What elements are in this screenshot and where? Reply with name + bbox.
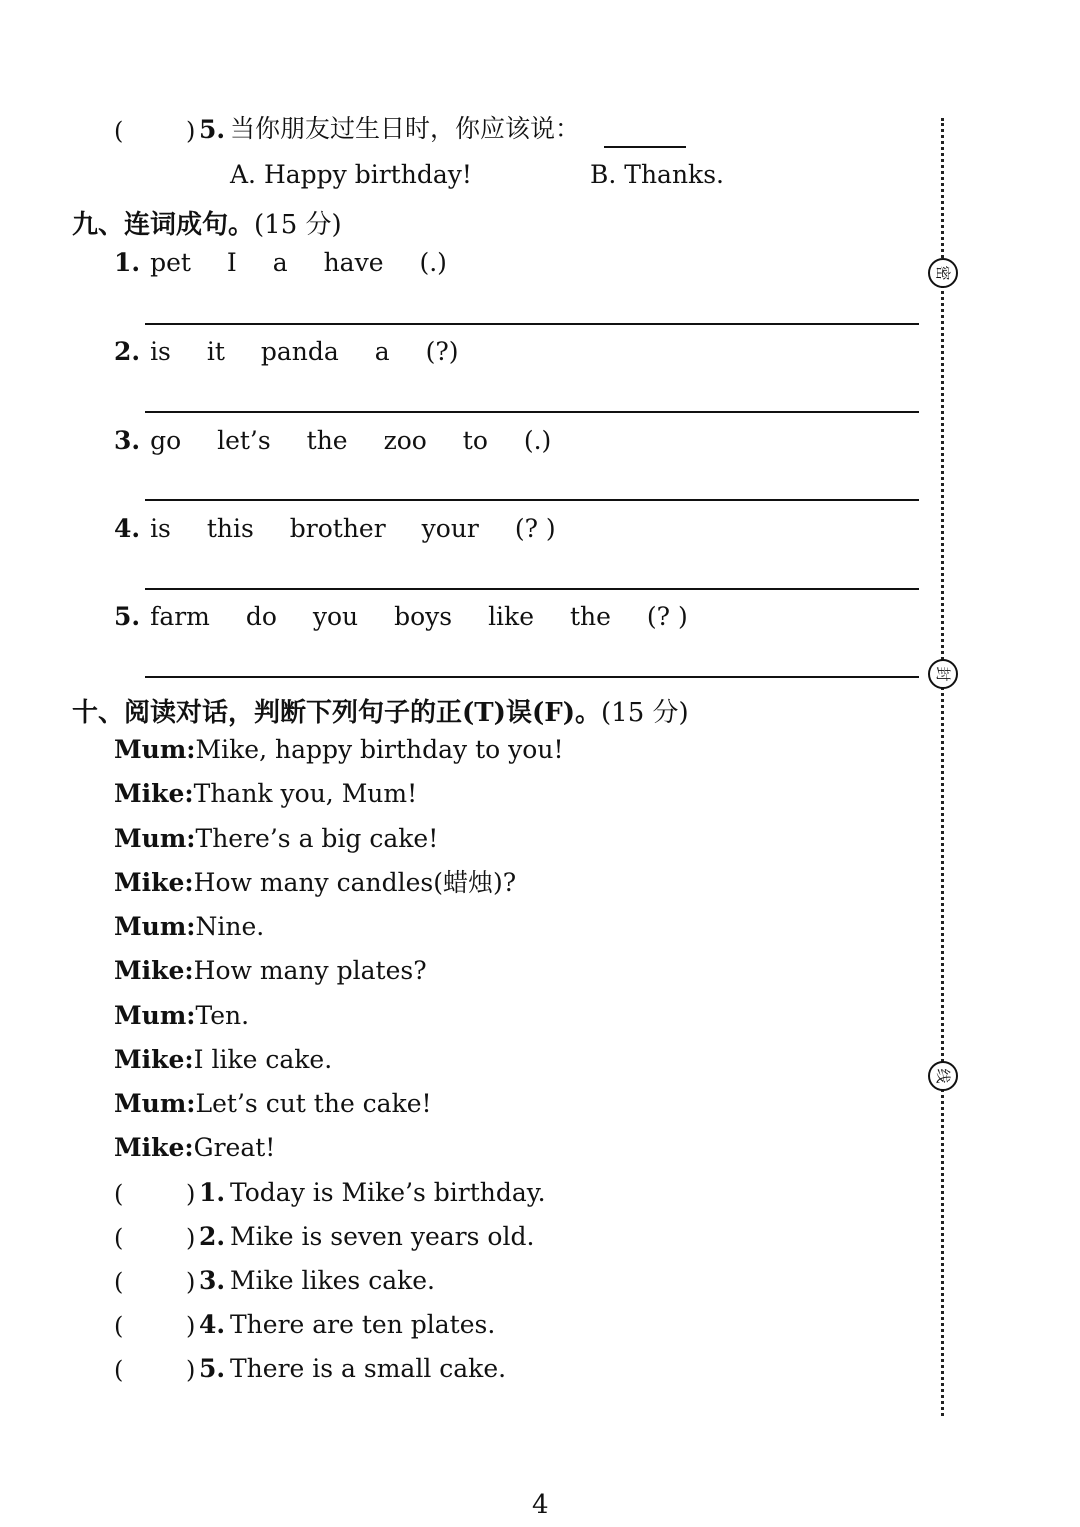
question-number: 5. <box>199 115 226 144</box>
item-number: 2. <box>199 1222 226 1251</box>
utterance: Nine. <box>195 912 265 941</box>
answer-line[interactable] <box>145 411 919 413</box>
dialogue-line <box>114 737 564 762</box>
page-number: 4 <box>532 1490 549 1520</box>
list-item <box>114 604 716 629</box>
answer-paren-close[interactable]: ) <box>186 1224 196 1252</box>
seal-mark: 线 <box>928 1061 958 1091</box>
dialogue-line <box>114 1091 432 1116</box>
dialogue-line <box>114 1135 275 1160</box>
word: to <box>462 426 488 455</box>
item-number: 1. <box>114 248 141 277</box>
answer-paren-close[interactable]: ) <box>186 1268 196 1296</box>
answer-paren-close: ) <box>186 117 196 145</box>
utterance: Thank you, Mum! <box>193 779 418 808</box>
word: (?) <box>425 337 459 366</box>
dialogue-line <box>114 914 264 939</box>
speaker: Mum: <box>114 735 196 764</box>
word: the <box>306 426 348 455</box>
section-title-text: 九、连词成句。 <box>72 210 255 240</box>
word: farm <box>150 602 210 631</box>
list-item <box>114 428 579 453</box>
speaker: Mike: <box>114 779 194 808</box>
speaker: Mike: <box>114 1045 194 1074</box>
item-number: 5. <box>199 1354 226 1383</box>
speaker: Mike: <box>114 956 194 985</box>
item-number: 2. <box>114 337 141 366</box>
word: like <box>488 602 534 631</box>
seal-dotted-line <box>941 118 944 1416</box>
word: your <box>421 514 479 543</box>
answer-paren-close[interactable]: ) <box>186 1180 196 1208</box>
item-number: 4. <box>114 514 141 543</box>
dialogue-line <box>114 1003 249 1028</box>
utterance: Mike, happy birthday to you! <box>195 735 564 764</box>
word: let’s <box>217 426 271 455</box>
word: this <box>206 514 254 543</box>
answer-paren-open[interactable]: ( <box>114 1268 124 1296</box>
statement: Mike likes cake. <box>230 1266 435 1295</box>
word: pet <box>150 248 191 277</box>
utterance: How many plates? <box>193 956 427 985</box>
word: it <box>206 337 225 366</box>
dialogue-line <box>114 1047 332 1072</box>
item-number: 3. <box>114 426 141 455</box>
word: a <box>272 248 288 277</box>
utterance: I like cake. <box>193 1045 333 1074</box>
answer-line[interactable] <box>145 499 919 501</box>
list-item <box>114 516 584 541</box>
blank-line[interactable] <box>604 146 686 148</box>
dialogue-line <box>114 781 417 806</box>
statement: Mike is seven years old. <box>230 1222 535 1251</box>
dialogue-line <box>114 870 516 895</box>
item-number: 5. <box>114 602 141 631</box>
answer-paren-close[interactable]: ) <box>186 1312 196 1340</box>
statement: Today is Mike’s birthday. <box>230 1178 546 1207</box>
list-item <box>114 250 475 275</box>
word: a <box>374 337 390 366</box>
word: go <box>150 426 182 455</box>
utterance: Ten. <box>195 1001 250 1030</box>
dialogue-line <box>114 958 427 983</box>
statement: There is a small cake. <box>230 1354 507 1383</box>
answer-paren-open[interactable]: ( <box>114 1356 124 1384</box>
word: panda <box>260 337 339 366</box>
question-prompt: 当你朋友过生日时，你应该说： <box>230 114 581 143</box>
word: zoo <box>383 426 427 455</box>
answer-paren-open[interactable]: ( <box>114 1312 124 1340</box>
answer-line[interactable] <box>145 676 919 678</box>
word: brother <box>289 514 386 543</box>
answer-paren-open[interactable]: ( <box>114 1224 124 1252</box>
item-number: 1. <box>199 1178 226 1207</box>
speaker: Mum: <box>114 824 196 853</box>
item-number: 3. <box>199 1266 226 1295</box>
dialogue-line <box>114 826 438 851</box>
word: boys <box>394 602 453 631</box>
word: you <box>312 602 359 631</box>
word: have <box>323 248 384 277</box>
speaker: Mum: <box>114 1089 196 1118</box>
word: do <box>245 602 277 631</box>
answer-paren-open[interactable]: ( <box>114 1180 124 1208</box>
seal-mark: 密 <box>928 258 958 288</box>
utterance: Great! <box>193 1133 276 1162</box>
list-item <box>114 339 487 364</box>
utterance: How many candles(蜡烛)? <box>193 868 517 897</box>
speaker: Mum: <box>114 1001 196 1030</box>
word: (? ) <box>514 514 556 543</box>
word: is <box>150 514 171 543</box>
speaker: Mike: <box>114 868 194 897</box>
section-10-title <box>72 692 689 729</box>
answer-paren-close[interactable]: ) <box>186 1356 196 1384</box>
section-points: (15 分) <box>254 210 342 240</box>
utterance: Let’s cut the cake! <box>195 1089 432 1118</box>
section-9-title <box>72 204 342 241</box>
seal-mark: 封 <box>928 659 958 689</box>
statement: There are ten plates. <box>230 1310 496 1339</box>
word: I <box>226 248 237 277</box>
item-number: 4. <box>199 1310 226 1339</box>
option-a: A. Happy birthday! <box>230 160 472 189</box>
word: (? ) <box>646 602 688 631</box>
utterance: There’s a big cake! <box>195 824 439 853</box>
answer-paren-open: ( <box>114 117 124 145</box>
word: the <box>569 602 611 631</box>
word: (.) <box>419 248 447 277</box>
speaker: Mum: <box>114 912 196 941</box>
section-points: (15 分) <box>601 698 689 728</box>
word: is <box>150 337 171 366</box>
word: (.) <box>523 426 552 455</box>
option-b: B. Thanks. <box>590 160 724 189</box>
answer-line[interactable] <box>145 323 919 325</box>
section-title-text: 十、阅读对话，判断下列句子的正(T)误(F)。 <box>72 698 602 728</box>
speaker: Mike: <box>114 1133 194 1162</box>
answer-line[interactable] <box>145 588 919 590</box>
